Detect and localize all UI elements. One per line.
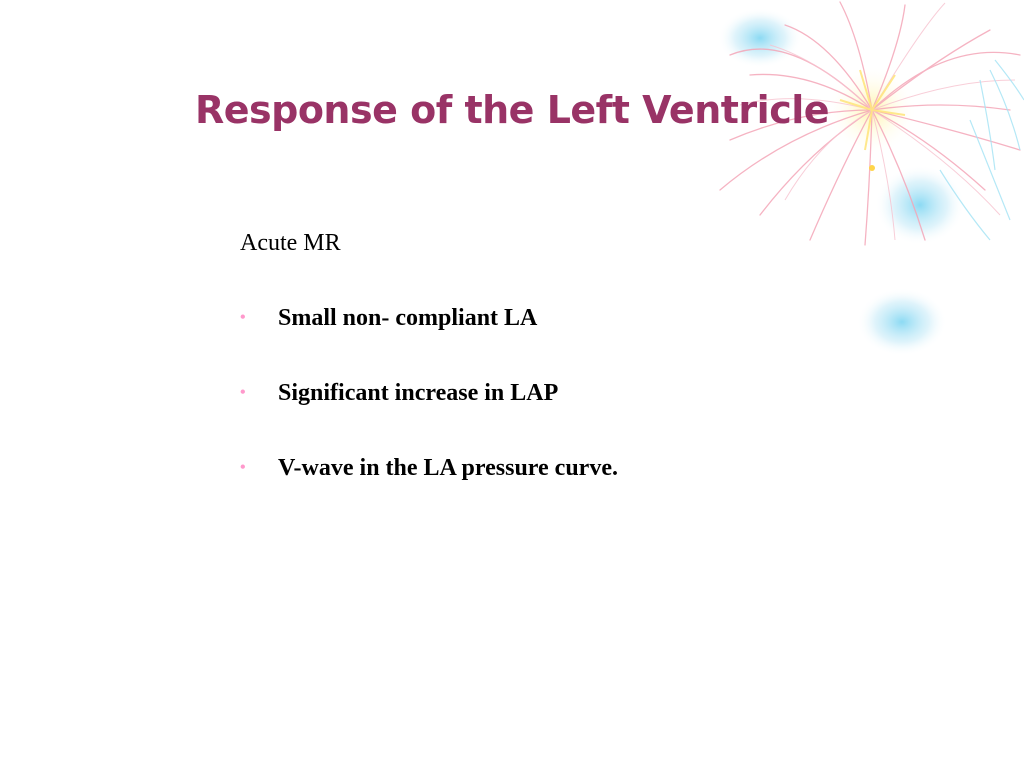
bullet-text: Small non- compliant LA [278, 305, 538, 331]
bullet-text: V-wave in the LA pressure curve. [278, 455, 618, 481]
bullet-icon: • [240, 309, 246, 326]
bullet-item [240, 376, 940, 410]
bullet-text: Significant increase in LAP [278, 380, 559, 406]
bullet-icon: • [240, 384, 246, 401]
bullet-list [240, 301, 940, 485]
subheading: Acute MR [240, 230, 341, 256]
bullet-item [240, 451, 940, 485]
bullet-icon: • [240, 459, 246, 476]
content-body [240, 226, 940, 485]
bullet-item [240, 301, 940, 335]
slide-title: Response of the Left Ventricle [194, 88, 830, 132]
